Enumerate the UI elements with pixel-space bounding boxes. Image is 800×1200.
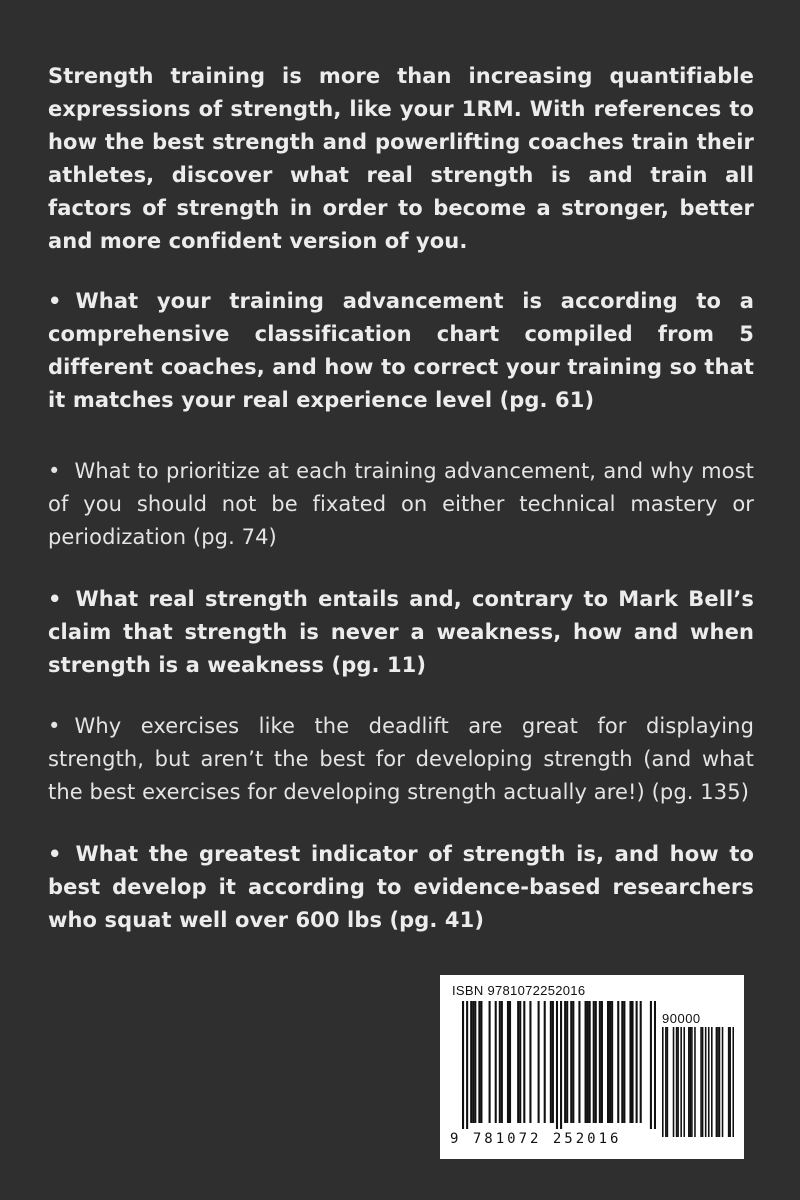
bullet-icon: • [48,842,62,866]
barcode-bar [472,1001,474,1123]
barcode-bar [617,1001,619,1123]
bullet-icon: • [48,459,61,483]
barcode-bar [665,1027,667,1137]
barcode-bar [587,1001,589,1123]
barcode-bar [572,1001,574,1123]
barcode-bar [501,1001,503,1123]
barcode-bar [462,1001,464,1129]
bullet-icon: • [48,714,61,738]
barcode-bar [566,1001,568,1123]
barcode-bar [507,1001,509,1123]
barcode-bar [609,1001,611,1123]
bullet-item [48,455,754,554]
barcode-bar [631,1001,633,1123]
barcode-bar [489,1001,491,1123]
barcode-bar [623,1001,625,1123]
barcode-bar [717,1027,719,1137]
barcode-bar [688,1027,690,1137]
barcode-bar [599,1001,601,1123]
isbn-barcode [440,975,744,1159]
barcode-bar [629,1001,631,1123]
barcode-bar [495,1001,497,1123]
barcode-bar [589,1001,591,1123]
barcode-bar [578,1001,580,1123]
barcode-bar [564,1001,566,1123]
barcode-bar [478,1001,480,1123]
barcode-bar [677,1027,679,1137]
barcode-bar [560,1001,562,1129]
barcode-bar [621,1001,623,1123]
bullet-item [48,285,754,417]
barcode-bar [722,1027,724,1137]
barcode-bar [667,1027,669,1137]
barcode-bar [719,1027,721,1137]
bullet-text: What to prioritize at each training advancement, and why most of you should not be fixated on either technical mastery or periodization (pg. 74) [48,459,754,549]
barcode-bar [700,1027,702,1137]
barcode-bar [523,1001,525,1123]
barcode-bar [650,1001,652,1129]
barcode-bar [556,1001,558,1129]
barcode-bar [474,1001,476,1123]
barcode-bar [683,1027,685,1137]
barcode-bar [519,1001,521,1123]
bullet-icon: • [48,289,62,313]
barcode-bar [640,1001,642,1123]
barcode-bar [680,1027,682,1137]
barcode-bar [595,1001,597,1123]
barcode-bar [601,1001,603,1123]
bullet-text: What your training advancement is according to a comprehensive classification chart compiled from 5 different coaches, and how to correct your training so that it matches your real experience level (pg. 61) [48,289,754,412]
barcode-digits: 9 781072 252016 [450,1131,622,1147]
barcode-bar [702,1027,704,1137]
barcode-bar [499,1001,501,1123]
barcode-bar [654,1001,656,1129]
barcode-bar [550,1001,552,1123]
barcode-bar [728,1027,730,1137]
barcode-bar [690,1027,692,1137]
ean5-addon-bars [662,1027,734,1137]
barcode-bar [705,1027,707,1137]
bullet-icon: • [48,587,62,611]
barcode-bar [662,1027,664,1137]
barcode-bar [593,1001,595,1123]
barcode-bar [480,1001,482,1123]
barcode-bar [529,1001,531,1123]
barcode-bar [570,1001,572,1123]
price-code-label: 90000 [662,1011,701,1026]
barcode-bar [716,1027,718,1137]
bullet-text: What the greatest indicator of strength is, and how to best develop it according to evidence-based researchers who squat well over 600 lbs (pg. 41) [48,842,754,932]
barcode-bar [729,1027,731,1137]
barcode-bar [636,1001,638,1123]
bullet-text: What real strength entails and, contrary to Mark Bell’s claim that strength is never a weakness, how and when strength is a weakness (pg. 11) [48,587,754,677]
bullet-item [48,710,754,809]
barcode-bar [676,1027,678,1137]
barcode-bar [509,1001,511,1123]
ean13-barcode-bars [462,1001,656,1129]
barcode-bar [611,1001,613,1123]
barcode-bar [711,1027,713,1137]
barcode-bar [585,1001,587,1123]
barcode-bar [517,1001,519,1123]
barcode-bar [708,1027,710,1137]
barcode-bar [466,1001,468,1129]
bullet-item [48,838,754,937]
barcode-bar [691,1027,693,1137]
barcode-bar [544,1001,546,1123]
isbn-label: ISBN 9781072252016 [452,983,586,998]
barcode-bar [470,1001,472,1123]
barcode-bar [694,1027,696,1137]
intro-paragraph: Strength training is more than increasing quantifiable expressions of strength, like your 1RM. With references to how the best strength and powerlifting coaches train their athletes, discover what real strength is and train all factors of strength in order to become a stronger, better and more confident version of you. [48,64,754,253]
barcode-bar [538,1001,540,1123]
barcode-bar [552,1001,554,1123]
barcode-bar [607,1001,609,1123]
barcode-bar [673,1027,675,1137]
barcode-bar [732,1027,734,1137]
bullet-item [48,583,754,682]
bullet-text: Why exercises like the deadlift are great for displaying strength, but aren’t the best for developing strength (and what the best exercises for developing strength actually are!) (pg. 135) [48,714,754,804]
